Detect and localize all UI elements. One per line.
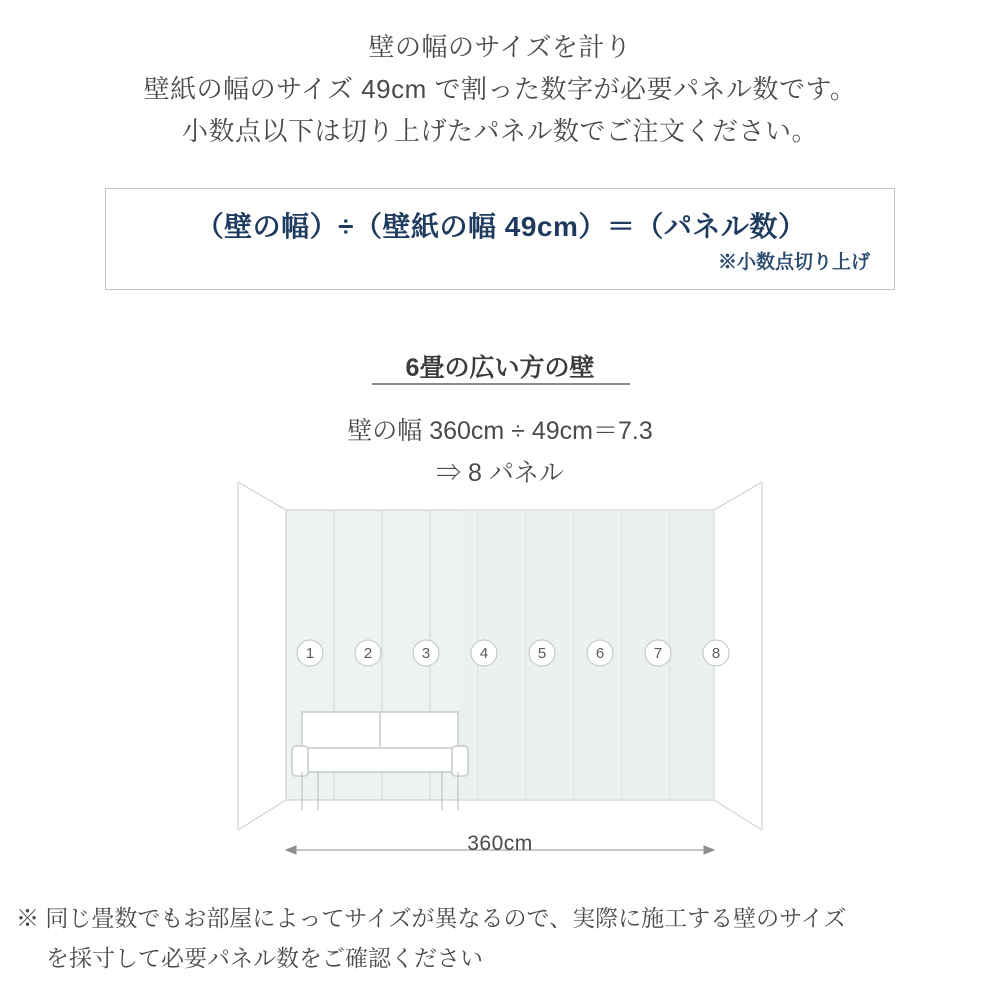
formula-box [105, 188, 895, 290]
panel-badge-1 [297, 640, 323, 666]
formula-text: （壁の幅）÷（壁紙の幅 49cm）＝（パネル数） [195, 211, 807, 242]
panel-number-4: 4 [479, 645, 489, 662]
footnote-line-2: を採寸して必要パネル数をご確認ください [46, 945, 483, 971]
intro-line-3: 小数点以下は切り上げたパネル数でご注文ください。 [181, 116, 818, 146]
panel-number-7: 7 [653, 645, 663, 662]
panel-badge-6 [587, 640, 613, 666]
panel-number-1: 1 [305, 645, 315, 662]
footnote-block [16, 898, 991, 978]
panel-badge-2 [355, 640, 381, 666]
dimension-label: 360cm [467, 832, 533, 855]
panel-number-8: 8 [711, 645, 721, 662]
formula-note: ※小数点切り上げ [717, 252, 870, 273]
panel-badge-8 [703, 640, 729, 666]
calculation-line-2: ⇒ 8 パネル [436, 459, 564, 487]
panel-badge-4 [471, 640, 497, 666]
intro-text-block [0, 26, 1000, 152]
panel-badge-5 [529, 640, 555, 666]
footnote-line-1: ※ 同じ畳数でもお部屋によってサイズが異なるので、実際に施工する壁のサイズ [16, 905, 847, 931]
section-heading-underline [372, 383, 630, 385]
intro-line-2: 壁紙の幅のサイズ 49cm で割った数字が必要パネル数です。 [143, 74, 857, 104]
room-diagram [230, 480, 770, 870]
intro-line-1: 壁の幅のサイズを計り [368, 32, 632, 62]
panel-badge-7 [645, 640, 671, 666]
panel-number-3: 3 [421, 645, 431, 662]
panel-number-6: 6 [595, 645, 605, 662]
calculation-line-1: 壁の幅 360cm ÷ 49cm＝7.3 [347, 417, 653, 445]
section-heading: 6畳の広い方の壁 [405, 354, 595, 382]
panel-number-5: 5 [537, 645, 547, 662]
panel-badge-3 [413, 640, 439, 666]
panel-number-2: 2 [363, 645, 373, 662]
